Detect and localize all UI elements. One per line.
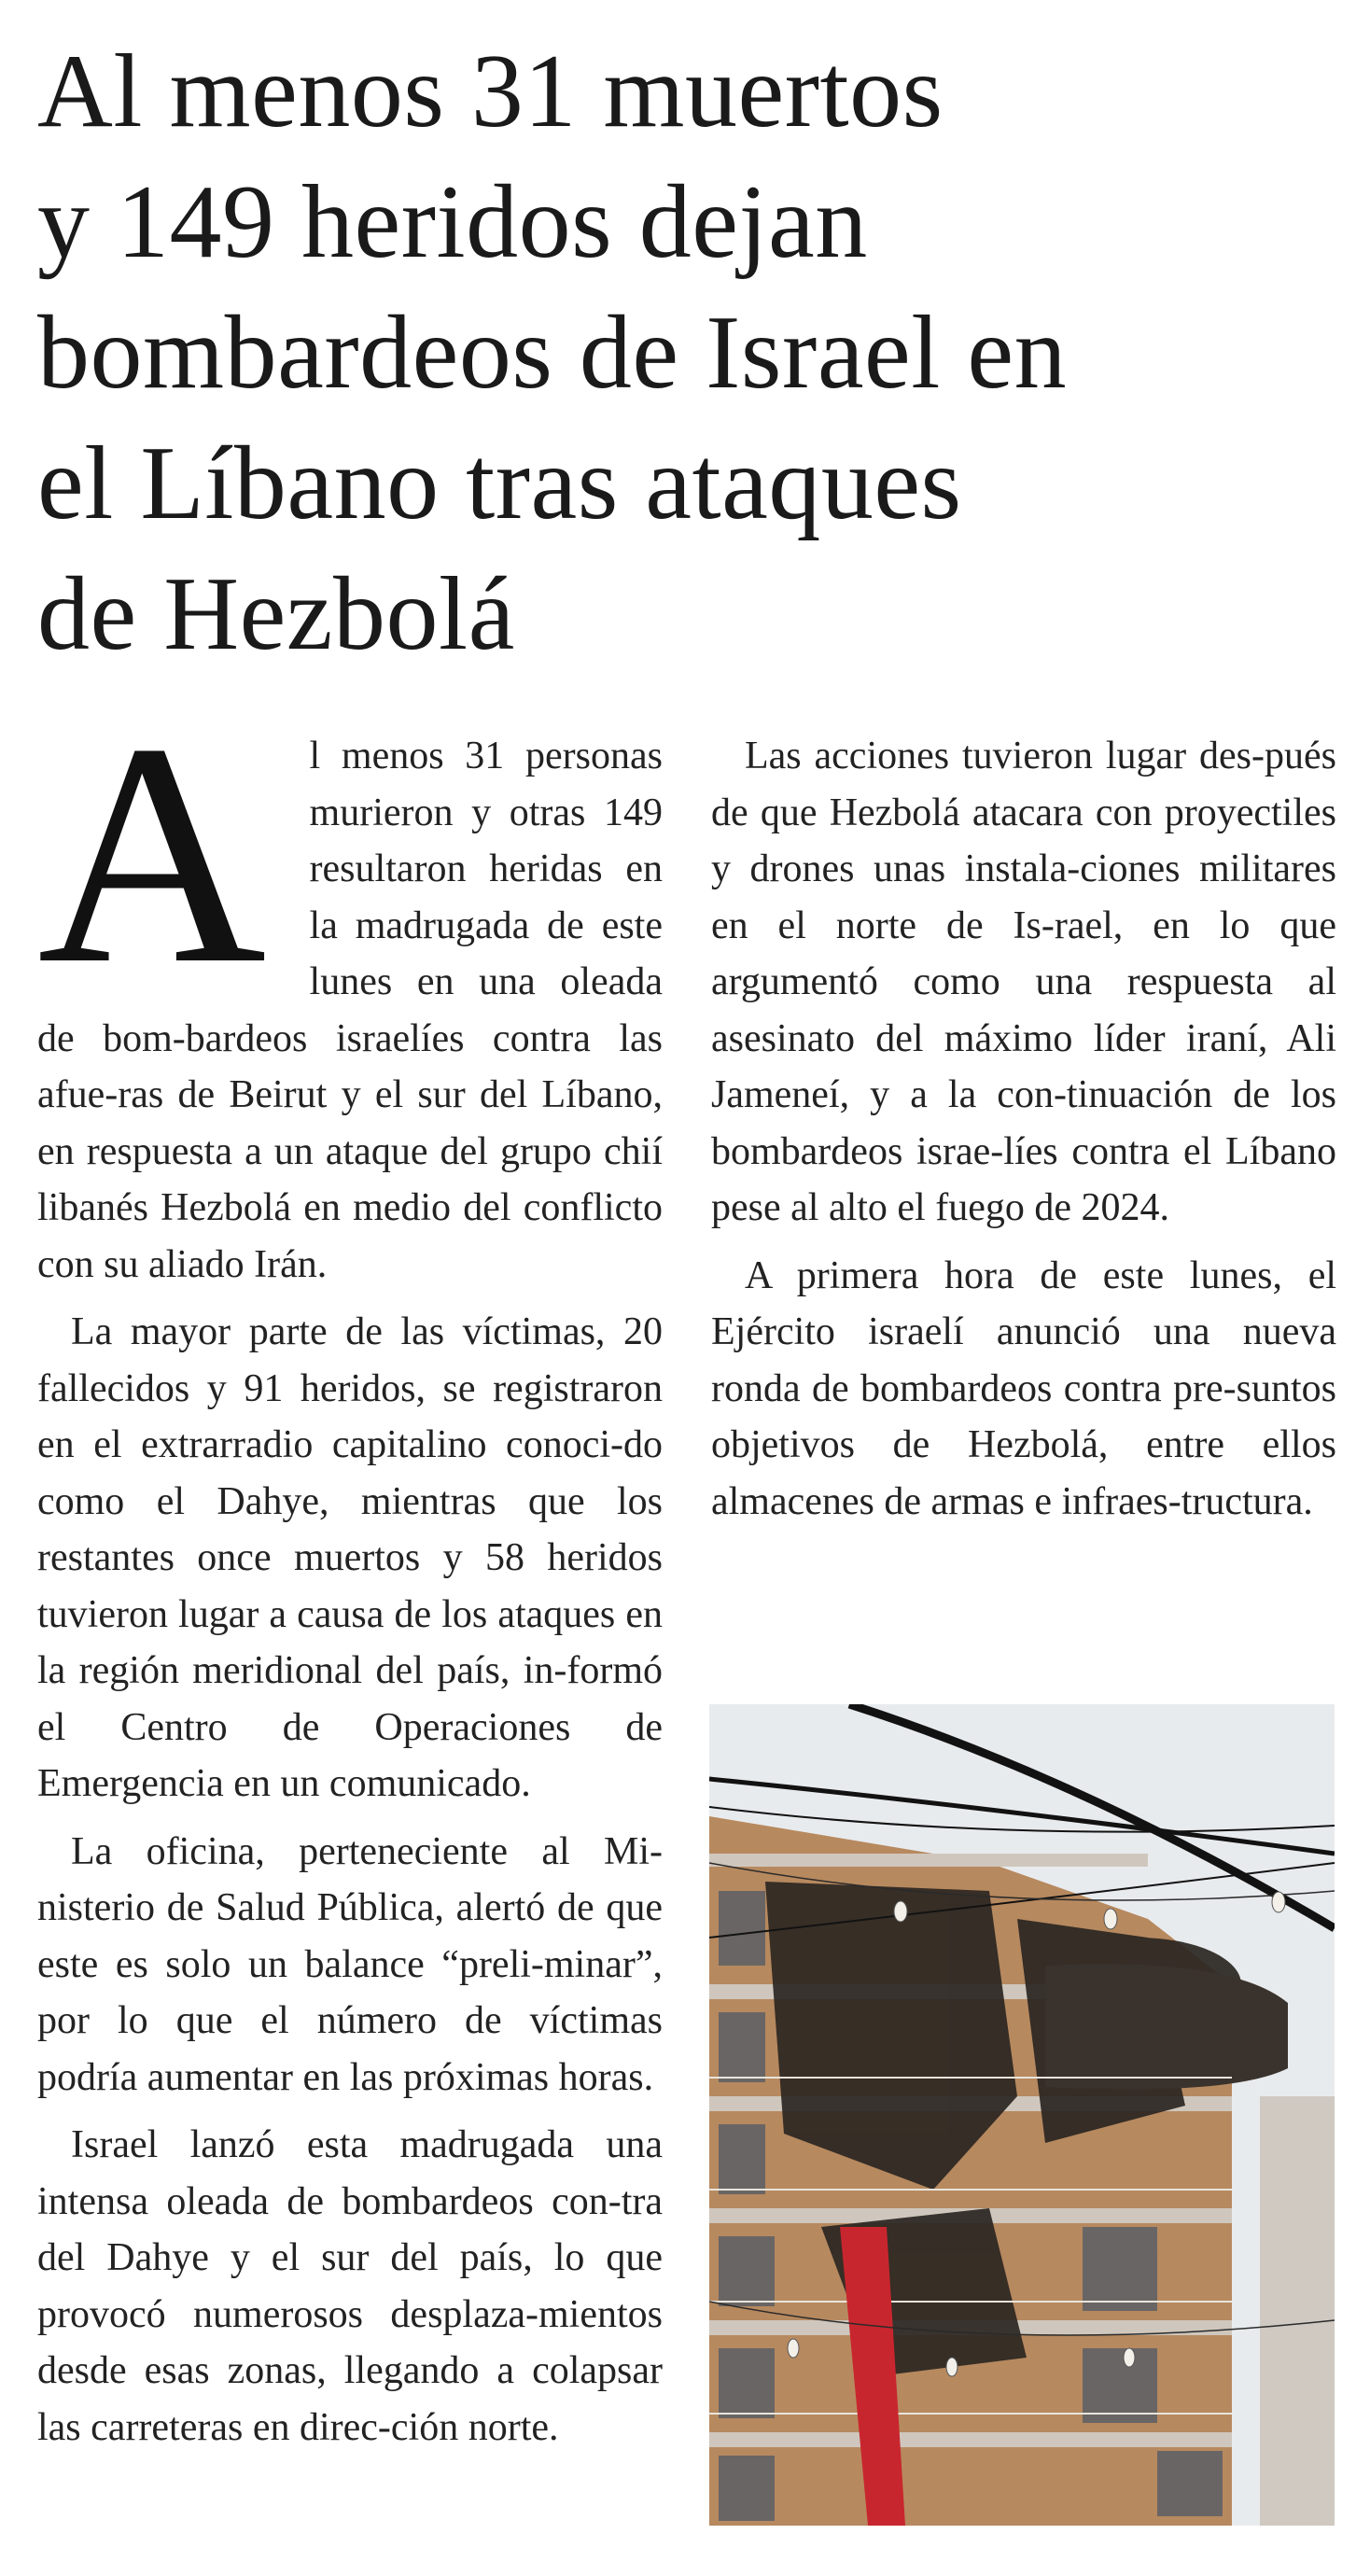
- news-photo-damaged-building: [709, 1704, 1335, 2526]
- paragraph: Israel lanzó esta madrugada una intensa oleada de bombardeos con-tra del Dahye y el sur del país, lo que provocó numerosos desplaza-mientos desde esas zonas, llegando a colapsar las carreteras en direc-ción norte.: [37, 2123, 663, 2449]
- article-column-right: [711, 728, 1336, 1541]
- headline-line: de Hezbolá: [37, 556, 515, 672]
- neighbour-building: [1260, 2096, 1335, 2526]
- paragraph: La mayor parte de las víctimas, 20 fallecidos y 91 heridos, se registraron en el extrarradio capitalino conoci-do como el Dahye, mientras que los restantes once muertos y 58 heridos tuvieron lugar a causa de los ataques en la región meridional del país, in-formó el Centro de Operaciones de Emergencia en un comunicado.: [37, 1310, 663, 1805]
- headline-line: el Líbano tras ataques: [37, 426, 962, 541]
- paragraph-text: l menos 31 personas murieron y otras 149 resultaron heridas en la madrugada de este lunes en una oleada de bom-bardeos israelíes contra las afue-ras de Beirut y el sur del Líbano, en respuesta a un ataque del grupo chií libanés Hezbolá en medio del conflicto con su aliado Irán.: [37, 735, 663, 1286]
- paragraph: A primera hora de este lunes, el Ejército israelí anunció una nueva ronda de bombardeos contra pre-suntos objetivos de Hezbolá, entre ellos almacenes de armas e infraes-tructura.: [711, 1253, 1336, 1523]
- headline-line: bombardeos de Israel en: [37, 295, 1068, 411]
- headline-line: Al menos 31 muertos: [37, 34, 944, 149]
- headline-line: y 149 heridos dejan: [37, 164, 868, 280]
- photo-illustration: [709, 1704, 1335, 2526]
- headline: [37, 26, 1344, 679]
- paragraph: La oficina, perteneciente al Mi-nisterio de Salud Pública, alertó de que este es solo un balance “preli-minar”, por lo que el número de víctimas podría aumentar en las próximas horas.: [37, 1829, 663, 2099]
- paragraph: Las acciones tuvieron lugar des-pués de que Hezbolá atacara con proyectiles y drones unas instala-ciones militares en el norte de Is-rael, en lo que argumentó como una respuesta al asesinato del máximo líder iraní, Ali Jameneí, y a la con-tinuación de los bombardeos israe-líes contra el Líbano pese al alto el fuego de 2024.: [711, 735, 1336, 1229]
- drop-cap: A: [37, 678, 267, 1029]
- lead-paragraph: [37, 678, 663, 1293]
- article-column-left: [37, 678, 663, 2467]
